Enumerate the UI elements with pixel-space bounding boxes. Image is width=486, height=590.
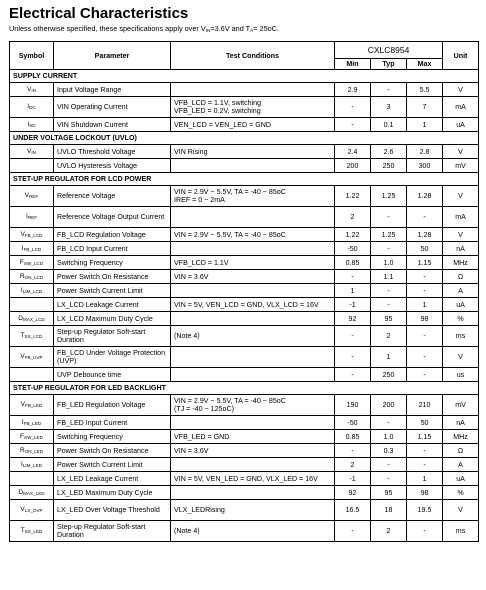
unit-cell: uA [443, 472, 479, 486]
typ-cell: 1.1 [371, 270, 407, 284]
table-row [10, 326, 479, 347]
section-header-row [10, 70, 479, 83]
unit-cell: uA [443, 118, 479, 132]
unit-cell: mA [443, 207, 479, 228]
typ-cell: - [371, 83, 407, 97]
unit-cell: uA [443, 298, 479, 312]
table-row [10, 228, 479, 242]
min-cell: - [335, 97, 371, 118]
symbol-main: I [26, 213, 28, 220]
max-cell: 5.5 [407, 83, 443, 97]
symbol-subscript: ON_LCD [24, 274, 44, 280]
typ-cell: - [371, 207, 407, 228]
symbol-main: F [20, 432, 25, 440]
unit-cell: V [443, 347, 479, 368]
condition-line: VIN = 2.9V ~ 5.5V, TA = -40 ~ 85oC [174, 397, 286, 405]
condition-line: VFB_LCD = 1.1V [174, 258, 229, 267]
max-cell: 1.15 [407, 256, 443, 270]
section-title: STET-UP REGULATOR FOR LCD POWER [10, 173, 479, 186]
min-cell: 0.85 [335, 430, 371, 444]
max-cell: 1.28 [407, 228, 443, 242]
symbol-cell [10, 298, 54, 312]
symbol-main: I [21, 460, 23, 468]
unit-cell: mA [443, 97, 479, 118]
table-row [10, 83, 479, 97]
condition-line: VIN = 3.6V [174, 446, 209, 455]
symbol-subscript: SS_LCD [24, 334, 43, 339]
condition-line: VFB_LCD = 1.1V, switching [174, 99, 262, 107]
symbol-subscript: SD [29, 122, 36, 128]
min-cell: -50 [335, 416, 371, 430]
conditions-cell [171, 430, 335, 444]
max-cell: 1 [407, 118, 443, 132]
symbol-subscript: LIM_LED [22, 462, 42, 468]
conditions-cell [171, 242, 335, 256]
symbol-cell [10, 228, 54, 242]
conditions-cell [171, 486, 335, 500]
conditions-cell [171, 145, 335, 159]
conditions-cell [171, 416, 335, 430]
typ-cell: 0.1 [371, 118, 407, 132]
unit-cell: V [443, 228, 479, 242]
max-cell: - [407, 444, 443, 458]
col-header-min: Min [335, 59, 371, 70]
symbol-cell [10, 186, 54, 207]
min-cell: 92 [335, 312, 371, 326]
parameter-cell: Power Switch On Resistance [54, 270, 171, 284]
symbol-cell [10, 521, 54, 542]
page-title: Electrical Characteristics [9, 5, 189, 22]
symbol-main: T [20, 527, 25, 534]
symbol-cell [10, 486, 54, 500]
parameter-cell: FB_LCD Regulation Voltage [54, 228, 171, 242]
conditions-cell [171, 312, 335, 326]
unit-cell: ms [443, 521, 479, 542]
symbol-cell [10, 145, 54, 159]
condition-line: VIN = 2.9V ~ 5.5V, TA = -40 ~ 85oC [174, 230, 286, 239]
symbol-subscript: DC [29, 105, 36, 110]
typ-cell: 95 [371, 312, 407, 326]
parameter-cell: Step-up Regulator Soft-start Duration [54, 326, 171, 347]
conditions-cell [171, 159, 335, 173]
unit-cell: nA [443, 416, 479, 430]
max-cell: 50 [407, 416, 443, 430]
min-cell: - [335, 368, 371, 382]
max-cell: - [407, 284, 443, 298]
unit-cell: V [443, 186, 479, 207]
table-row [10, 284, 479, 298]
conditions-cell [171, 458, 335, 472]
min-cell: 2.4 [335, 145, 371, 159]
conditions-cell [171, 521, 335, 542]
max-cell: - [407, 207, 443, 228]
min-cell: - [335, 326, 371, 347]
symbol-cell [10, 430, 54, 444]
min-cell: 1.22 [335, 228, 371, 242]
min-cell: 1 [335, 284, 371, 298]
typ-cell: 1.25 [371, 228, 407, 242]
table-row [10, 430, 479, 444]
parameter-cell: VIN Shutdown Current [54, 118, 171, 132]
col-header-max: Max [407, 59, 443, 70]
symbol-subscript: FB_LCD [23, 246, 42, 252]
unit-cell: A [443, 458, 479, 472]
symbol-cell [10, 458, 54, 472]
symbol-cell [10, 416, 54, 430]
parameter-cell: VIN Operating Current [54, 97, 171, 118]
col-header-symbol: Symbol [10, 42, 54, 70]
section-title: STET-UP REGULATOR FOR LED BACKLIGHT [10, 382, 479, 395]
table-row [10, 312, 479, 326]
max-cell: 1.28 [407, 186, 443, 207]
conditions-cell [171, 284, 335, 298]
symbol-subscript: IN [31, 87, 36, 93]
max-cell: 98 [407, 486, 443, 500]
typ-cell: 2 [371, 521, 407, 542]
table-row [10, 186, 479, 207]
max-cell: 1 [407, 298, 443, 312]
max-cell: 1.15 [407, 430, 443, 444]
symbol-main: T [20, 332, 25, 339]
condition-line: VIN = 5V, VEN_LED = GND, VLX_LED = 16V [174, 474, 318, 483]
typ-cell: - [371, 284, 407, 298]
table-row [10, 500, 479, 521]
min-cell: 2 [335, 207, 371, 228]
table-row [10, 521, 479, 542]
typ-cell: 250 [371, 368, 407, 382]
symbol-cell [10, 326, 54, 347]
symbol-subscript: SW_LED [24, 434, 43, 440]
symbol-cell [10, 159, 54, 173]
symbol-subscript: MAX_LED [23, 490, 45, 496]
max-cell: 210 [407, 395, 443, 416]
parameter-cell: Switching Frequency [54, 256, 171, 270]
parameter-cell: LX_LCD Maximum Duty Cycle [54, 312, 171, 326]
symbol-main: R [19, 272, 25, 280]
col-header-parameter: Parameter [54, 42, 171, 70]
electrical-characteristics-table [9, 41, 479, 542]
table-row [10, 472, 479, 486]
section-header-row [10, 173, 479, 186]
col-header-unit: Unit [443, 42, 479, 70]
symbol-subscript: IN [31, 149, 36, 155]
symbol-main: D [18, 488, 24, 496]
typ-cell: 250 [371, 159, 407, 173]
conditions-cell [171, 368, 335, 382]
min-cell: -1 [335, 472, 371, 486]
unit-cell: MHz [443, 430, 479, 444]
symbol-main: I [21, 244, 24, 252]
conditions-cell [171, 118, 335, 132]
table-header-row [10, 42, 479, 59]
condition-line: IREF = 0 ~ 2mA [174, 196, 225, 204]
condition-line: (Note 4) [174, 332, 200, 340]
min-cell: 1.22 [335, 186, 371, 207]
parameter-cell: UVP Debounce time [54, 368, 171, 382]
unit-cell: A [443, 284, 479, 298]
unit-cell: V [443, 83, 479, 97]
symbol-cell [10, 284, 54, 298]
parameter-cell: FB_LCD Under Voltage Protection (UVP) [54, 347, 171, 368]
table-row [10, 159, 479, 173]
symbol-cell [10, 500, 54, 521]
unit-cell: % [443, 312, 479, 326]
symbol-main: D [18, 314, 23, 322]
typ-cell: 2.6 [371, 145, 407, 159]
parameter-cell: Reference Voltage Output Current [54, 207, 171, 228]
symbol-main: I [27, 120, 30, 128]
typ-cell: - [371, 458, 407, 472]
symbol-main: R [19, 446, 25, 454]
parameter-cell: LX_LED Maximum Duty Cycle [54, 486, 171, 500]
symbol-cell [10, 118, 54, 132]
section-title: UNDER VOLTAGE LOCKOUT (UVLO) [10, 132, 479, 145]
conditions-cell [171, 298, 335, 312]
min-cell: 16.5 [335, 500, 371, 521]
max-cell: 19.5 [407, 500, 443, 521]
parameter-cell: UVLO Hysteresis Voltage [54, 159, 171, 173]
parameter-cell: Step-up Regulator Soft-start Duration [54, 521, 171, 542]
symbol-main: F [19, 258, 24, 266]
max-cell: - [407, 326, 443, 347]
symbol-cell [10, 395, 54, 416]
symbol-cell [10, 256, 54, 270]
typ-cell: 95 [371, 486, 407, 500]
min-cell: 0.85 [335, 256, 371, 270]
symbol-subscript: SW_LCD [23, 260, 44, 266]
parameter-cell: Switching Frequency [54, 430, 171, 444]
parameter-cell: Input Voltage Range [54, 83, 171, 97]
symbol-main: V [20, 401, 25, 408]
unit-cell: V [443, 500, 479, 521]
max-cell: 300 [407, 159, 443, 173]
min-cell: - [335, 444, 371, 458]
table-row [10, 368, 479, 382]
symbol-main: I [21, 418, 24, 426]
max-cell: 50 [407, 242, 443, 256]
symbol-subscript: FB_LCD [24, 232, 43, 238]
max-cell: - [407, 347, 443, 368]
condition-line: VIN Rising [174, 147, 208, 156]
typ-cell: 0.3 [371, 444, 407, 458]
symbol-subscript: LX_OVP [24, 508, 43, 513]
symbol-subscript: FB_UVP [24, 355, 43, 360]
conditions-cell [171, 97, 335, 118]
symbol-cell [10, 472, 54, 486]
table-row [10, 444, 479, 458]
conditions-cell [171, 326, 335, 347]
unit-cell: % [443, 486, 479, 500]
parameter-cell: LX_LED Over Voltage Threshold [54, 500, 171, 521]
min-cell: 2.9 [335, 83, 371, 97]
parameter-cell: Power Switch Current Limit [54, 284, 171, 298]
typ-cell: - [371, 416, 407, 430]
condition-line: VIN = 5V, VEN_LCD = GND, VLX_LCD = 16V [174, 300, 319, 309]
max-cell: 7 [407, 97, 443, 118]
typ-cell: - [371, 298, 407, 312]
typ-cell: 1.25 [371, 186, 407, 207]
min-cell: -50 [335, 242, 371, 256]
conditions-cell [171, 347, 335, 368]
col-header-typ: Typ [371, 59, 407, 70]
min-cell: 200 [335, 159, 371, 173]
symbol-main: I [27, 103, 30, 110]
conditions-cell [171, 186, 335, 207]
symbol-subscript: SS_LED [24, 529, 43, 534]
table-row [10, 207, 479, 228]
max-cell: - [407, 458, 443, 472]
min-cell: - [335, 270, 371, 284]
symbol-cell [10, 347, 54, 368]
symbol-cell [10, 312, 54, 326]
typ-cell: 18 [371, 500, 407, 521]
table-row [10, 256, 479, 270]
parameter-cell: LX_LCD Leakage Current [54, 298, 171, 312]
symbol-cell [10, 97, 54, 118]
max-cell: 1 [407, 472, 443, 486]
unit-cell: mV [443, 395, 479, 416]
table-row [10, 486, 479, 500]
section-header-row [10, 382, 479, 395]
unit-cell: Ω [443, 270, 479, 284]
table-row [10, 416, 479, 430]
unit-cell: MHz [443, 256, 479, 270]
parameter-cell: FB_LCD Input Current [54, 242, 171, 256]
parameter-cell: Reference Voltage [54, 186, 171, 207]
max-cell: 2.8 [407, 145, 443, 159]
parameter-cell: LX_LED Leakage Current [54, 472, 171, 486]
symbol-subscript: FB_LED [23, 420, 42, 426]
typ-cell: - [371, 472, 407, 486]
parameter-cell: Power Switch On Resistance [54, 444, 171, 458]
table-row [10, 270, 479, 284]
symbol-cell [10, 83, 54, 97]
unit-cell: ms [443, 326, 479, 347]
section-title: SUPPLY CURRENT [10, 70, 479, 83]
conditions-cell [171, 83, 335, 97]
symbol-main: V [20, 230, 25, 238]
max-cell: - [407, 521, 443, 542]
typ-cell: 2 [371, 326, 407, 347]
condition-line: VFB_LED = GND [174, 432, 230, 441]
max-cell: - [407, 368, 443, 382]
table-row [10, 97, 479, 118]
min-cell: - [335, 347, 371, 368]
unit-cell: mV [443, 159, 479, 173]
symbol-main: I [20, 286, 23, 294]
symbol-cell [10, 242, 54, 256]
symbol-subscript: FB_LED [24, 403, 43, 408]
typ-cell: - [371, 242, 407, 256]
parameter-cell: FB_LED Input Current [54, 416, 171, 430]
symbol-cell [10, 368, 54, 382]
section-header-row [10, 132, 479, 145]
col-header-conditions: Test Conditions [171, 42, 335, 70]
symbol-main: V [27, 85, 32, 93]
min-cell: - [335, 118, 371, 132]
symbol-cell [10, 207, 54, 228]
table-row [10, 298, 479, 312]
min-cell: 190 [335, 395, 371, 416]
condition-line: VLX_LEDRising [174, 506, 225, 514]
table-row [10, 145, 479, 159]
typ-cell: 3 [371, 97, 407, 118]
symbol-main: V [24, 192, 30, 199]
unit-cell: nA [443, 242, 479, 256]
condition-line: (Note 4) [174, 527, 200, 535]
max-cell: - [407, 270, 443, 284]
symbol-subscript: ON_LED [24, 448, 44, 454]
min-cell: - [335, 521, 371, 542]
conditions-cell [171, 270, 335, 284]
typ-cell: 200 [371, 395, 407, 416]
symbol-cell [10, 270, 54, 284]
condition-line: VFB_LED = 0.2V, switching [174, 107, 261, 115]
table-row [10, 242, 479, 256]
conditions-cell [171, 444, 335, 458]
min-cell: -1 [335, 298, 371, 312]
parameter-cell: UVLO Threshold Voltage [54, 145, 171, 159]
conditions-cell [171, 500, 335, 521]
conditions-note: Unless otherwise specified, these specifications apply over $V_{IN}=3.6V$ and $T_A= 25oC$. [9, 24, 279, 33]
conditions-cell [171, 228, 335, 242]
condition-line: VEN_LCD = VEN_LED = GND [174, 120, 271, 129]
parameter-cell: Power Switch Current Limit [54, 458, 171, 472]
table-row [10, 395, 479, 416]
symbol-subscript: REF [27, 215, 37, 220]
symbol-subscript: LIM_LCD [22, 288, 43, 294]
symbol-cell [10, 444, 54, 458]
conditions-cell [171, 395, 335, 416]
symbol-main: V [20, 353, 25, 360]
parameter-cell: FB_LED Regulation Voltage [54, 395, 171, 416]
conditions-cell [171, 472, 335, 486]
col-header-part-number: CXLC8954 [335, 42, 443, 59]
symbol-subscript: MAX_LCD [23, 316, 45, 322]
max-cell: 98 [407, 312, 443, 326]
typ-cell: 1.0 [371, 256, 407, 270]
symbol-subscript: REF [29, 194, 39, 199]
conditions-cell [171, 256, 335, 270]
unit-cell: Ω [443, 444, 479, 458]
min-cell: 2 [335, 458, 371, 472]
min-cell: 92 [335, 486, 371, 500]
typ-cell: 1.0 [371, 430, 407, 444]
unit-cell: us [443, 368, 479, 382]
condition-line: VIN = 3.6V [174, 272, 209, 281]
symbol-main: V [27, 147, 32, 155]
table-row [10, 118, 479, 132]
symbol-main: V [20, 506, 25, 513]
table-row [10, 458, 479, 472]
unit-cell: V [443, 145, 479, 159]
conditions-cell [171, 207, 335, 228]
table-row [10, 347, 479, 368]
table-body [10, 70, 479, 542]
condition-line: (TJ = -40 ~ 125oC) [174, 405, 234, 413]
condition-line: VIN = 2.9V ~ 5.5V, TA = -40 ~ 85oC [174, 188, 286, 196]
typ-cell: 1 [371, 347, 407, 368]
